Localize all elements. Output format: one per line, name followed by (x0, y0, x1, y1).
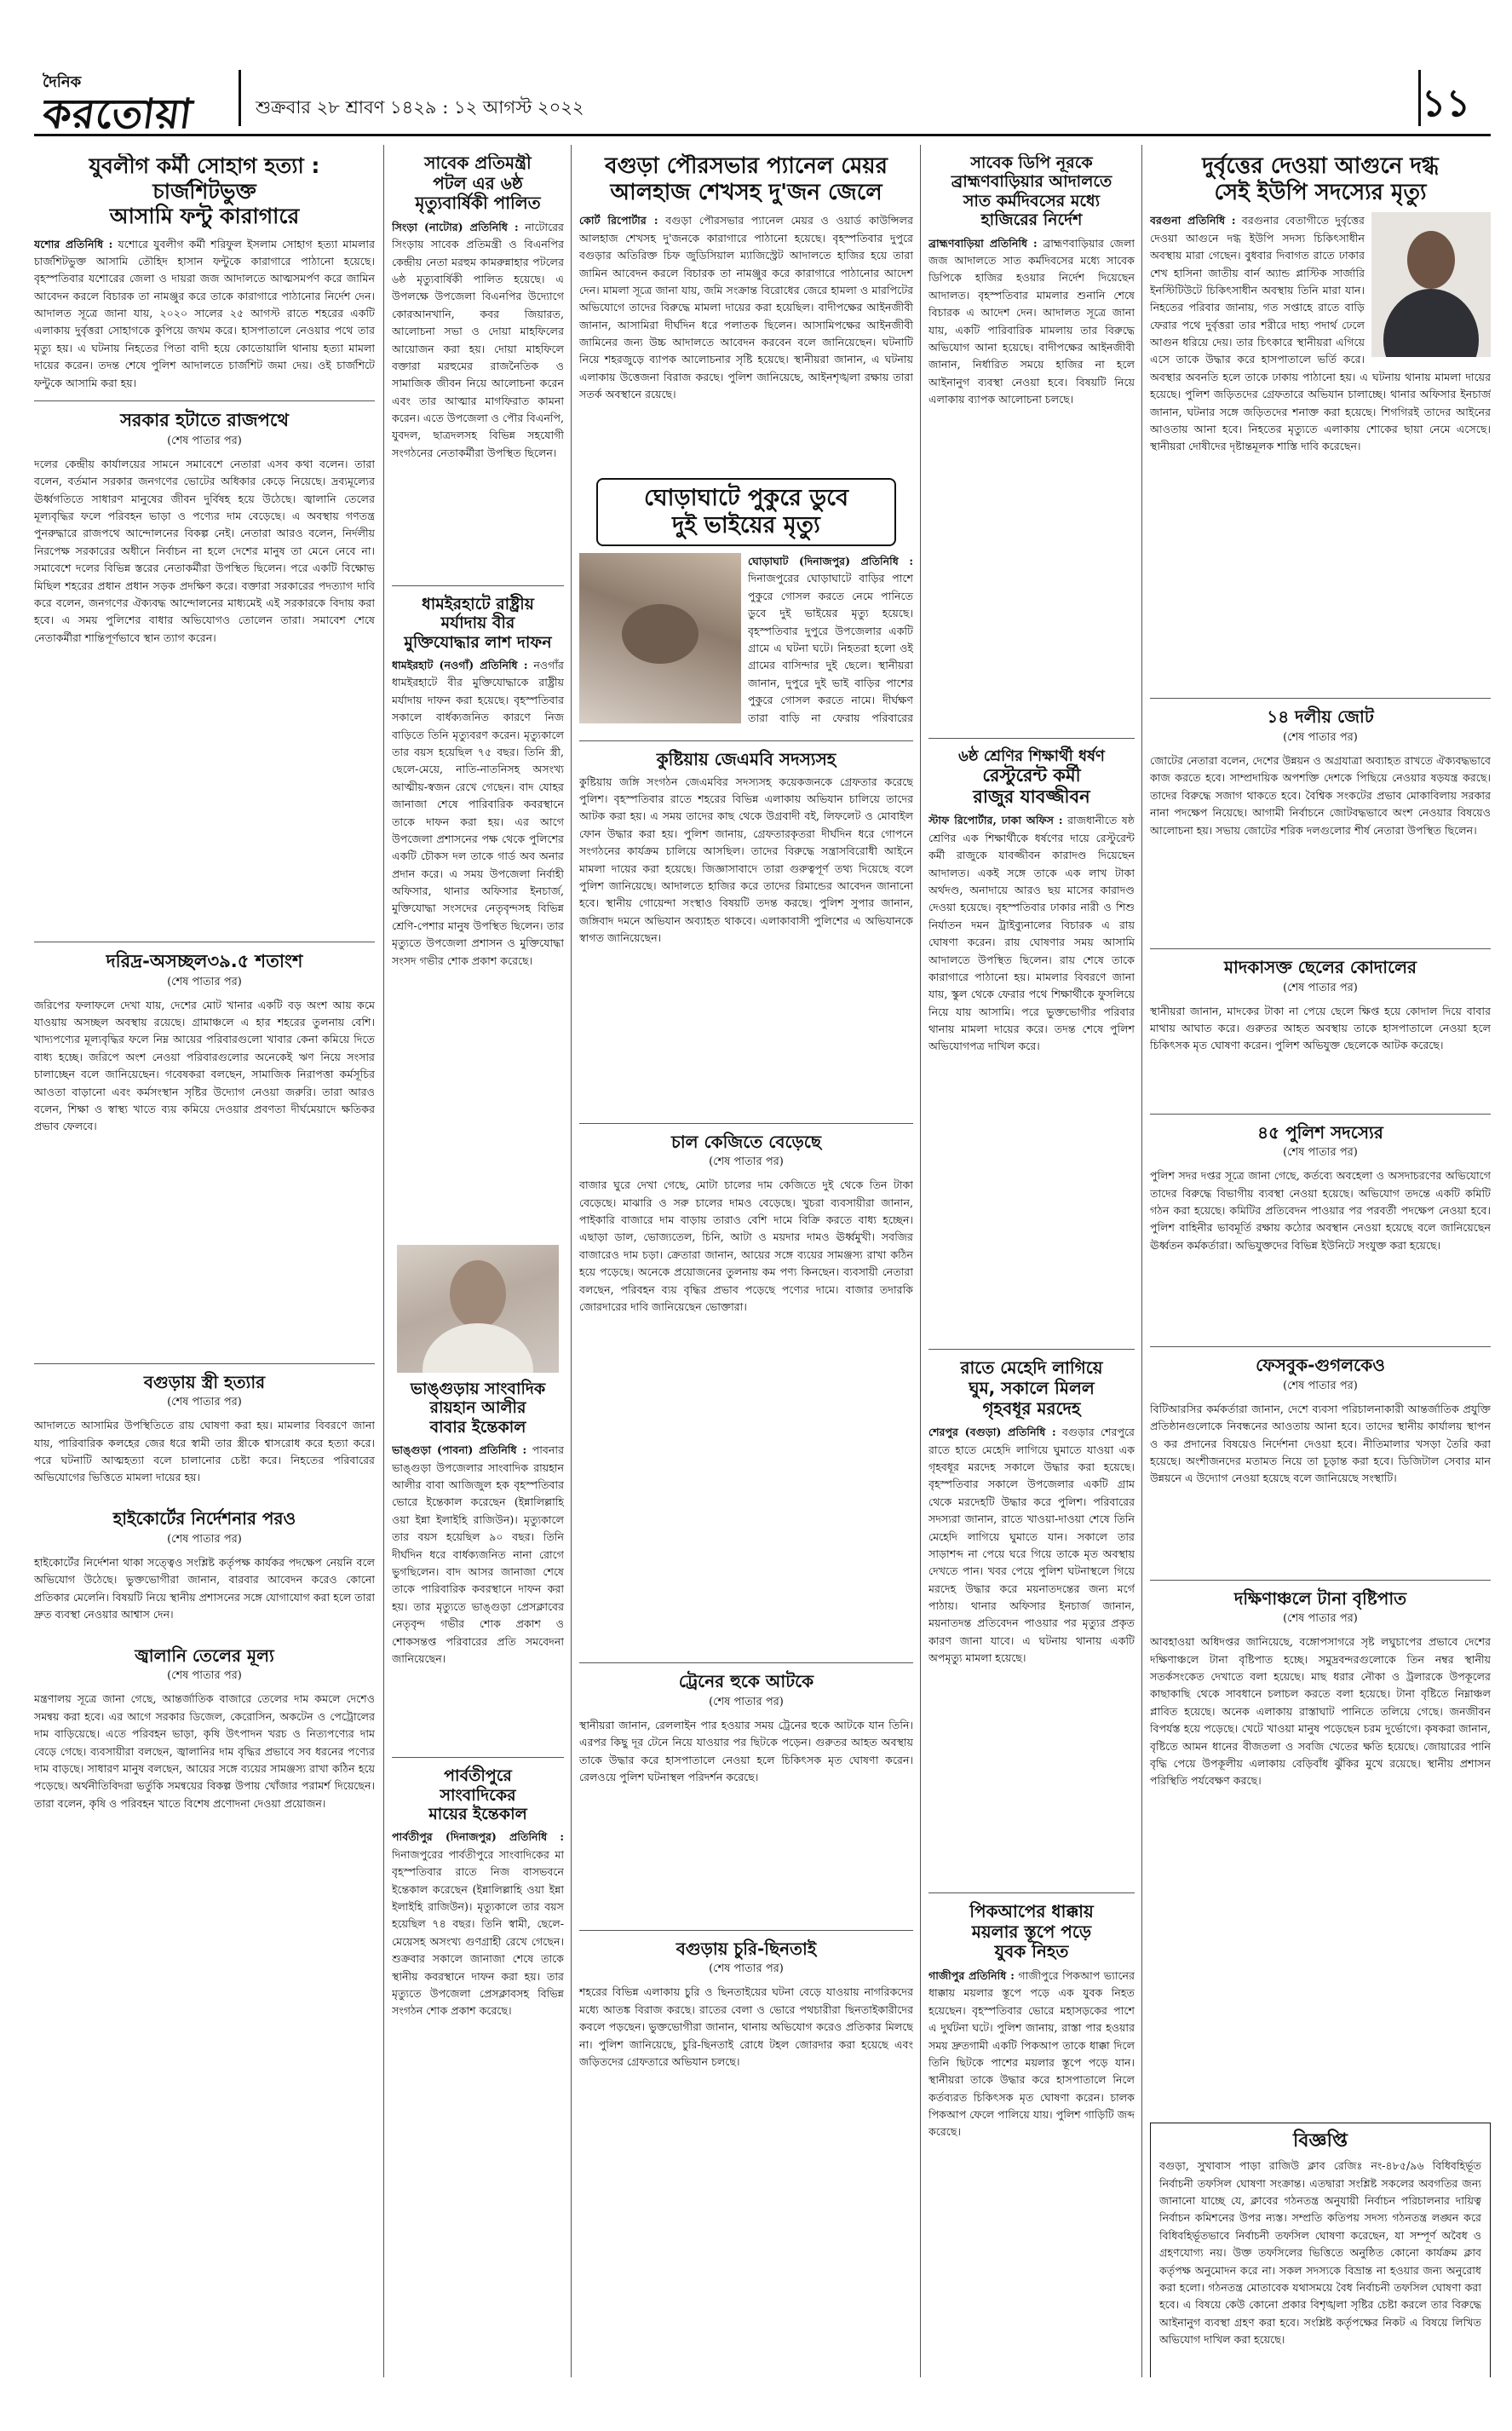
article-text: বিটিআরসির কর্মকর্তারা জানান, দেশে ব্যবসা পরিচালনাকারী আন্তর্জাতিক প্রযুক্তি প্রতিষ্ঠানগুলোকে নিবন্ধনের আওতায় আনা হবে। তাদের স্থানীয় কার্যালয় স্থাপন ও কর প্রদানের বিষয়েও নির্দেশনা দেওয়া হবে। নীতিমালার খসড়া তৈরি করা হয়েছে। অংশীজনদের মতামত নিয়ে তা চূড়ান্ত করা হবে। ডিজিটাল সেবার মান উন্নয়নে এ উদ্যোগ নেওয়া হয়েছে বলে জানিয়েছে সংস্থাটি। (1150, 1402, 1491, 1485)
article-text: ব্রাহ্মণবাড়িয়ার জেলা জজ আদালতে সাত কর্মদিবসের মধ্যে সাবেক ডিপিকে হাজির হওয়ার নির্দেশ দিয়েছেন আদালত। বৃহস্পতিবার মামলার শুনানি শেষে বিচারক এ আদেশ দেন। আদালত সূত্রে জানা যায়, একটি পারিবারিক মামলায় তার বিরুদ্ধে অভিযোগ আনা হয়েছে। বাদীপক্ষের আইনজীবী জানান, নির্ধারিত সময়ে হাজির না হলে আইনানুগ ব্যবস্থা নেওয়া হবে। বিষয়টি নিয়ে এলাকায় ব্যাপক আলোচনা চলছে। (928, 236, 1135, 406)
article-headline: ঘোড়াঘাটে পুকুরে ডুবে (643, 485, 849, 512)
continued-label: (শেষ পাতার পর) (709, 1155, 784, 1169)
article-headline: সাংবাদিকের (440, 1785, 516, 1805)
article-headline: বগুড়ায় স্ত্রী হত্যার (143, 1371, 266, 1392)
article-headline: রায়হান আলীর (429, 1398, 526, 1418)
article-headline: রেস্টুরেন্ট কর্মী (982, 764, 1081, 786)
continued-label: (শেষ পাতার পর) (167, 1532, 242, 1546)
article-text: আবহাওয়া অধিদপ্তর জানিয়েছে, বঙ্গোপসাগরে সৃষ্ট লঘুচাপের প্রভাবে দেশের দক্ষিণাঞ্চলে টানা বৃষ্টিপাত হচ্ছে। সমুদ্রবন্দরগুলোকে তিন নম্বর স্থানীয় সতর্কসংকেত দেখাতে বলা হয়েছে। মাছ ধরার নৌকা ও ট্রলারকে উপকূলের কাছাকাছি থেকে সাবধানে চলাচল করতে বলা হয়েছে। টানা বৃষ্টিতে নিম্নাঞ্চল প্লাবিত হয়েছে। অনেক এলাকায় রাস্তাঘাট পানিতে তলিয়ে গেছে। জনজীবন বিপর্যস্ত হয়ে পড়েছে। খেটে খাওয়া মানুষ পড়েছেন চরম দুর্ভোগে। কৃষকরা জানান, বৃষ্টিতে আমন ধানের বীজতলা ও সবজি খেতের ক্ষতি হয়েছে। জোয়ারের পানি বৃদ্ধি পেয়ে উপকূলীয় এলাকায় বেড়িবাঁধ ঝুঁকির মুখে রয়েছে। স্থানীয় প্রশাসন পরিস্থিতি পর্যবেক্ষণ করছে। (1150, 1635, 1491, 1788)
article-headline: মায়ের ইন্তেকাল (428, 1805, 527, 1824)
article-body (392, 219, 564, 577)
logo-name: করতোয়া (39, 90, 196, 138)
column-5 (1150, 153, 1491, 2377)
article-text: নাটোরের সিংড়ায় সাবেক প্রতিমন্ত্রী ও বিএনপির কেন্দ্রীয় নেতা মরহুম কামরুন্নাহার পটলের ৬ষ্ঠ মৃত্যুবার্ষিকী পালিত হয়েছে। এ উপলক্ষে উপজেলা বিএনপির উদ্যোগে কোরআনখানি, কবর জিয়ারত, আলোচনা সভা ও দোয়া মাহফিলের আয়োজন করা হয়। দোয়া মাহফিলে বক্তারা মরহুমের রাজনৈতিক ও সামাজিক জীবন নিয়ে আলোচনা করেন এবং তার আত্মার মাগফিরাত কামনা করেন। এতে উপজেলা ও পৌর বিএনপি, যুবদল, ছাত্রদলসহ বিভিন্ন সহযোগী সংগঠনের নেতাকর্মীরা উপস্থিত ছিলেন। (392, 220, 564, 459)
article-headline: আলহাজ শেখসহ দু'জন জেলে (610, 179, 882, 205)
article-body (928, 235, 1135, 729)
masthead (34, 61, 1491, 136)
article-headline: রাতে মেহেদি লাগিয়ে (960, 1357, 1103, 1379)
logo-small-text: দৈনিক (43, 73, 82, 91)
article-text: কুষ্টিয়ায় জঙ্গি সংগঠন জেএমবির সদস্যসহ কয়েকজনকে গ্রেফতার করেছে পুলিশ। বৃহস্পতিবার রাতে শহরের বিভিন্ন এলাকায় অভিযান চালিয়ে তাদের আটক করা হয়। এ সময় তাদের কাছ থেকে উগ্রবাদী বই, লিফলেট ও মোবাইল ফোন উদ্ধার করা হয়। পুলিশ জানায়, গ্রেফতারকৃতরা দীর্ঘদিন ধরে গোপনে সংগঠনের কার্যক্রম চালিয়ে আসছিল। তাদের বিরুদ্ধে সন্ত্রাসবিরোধী আইনে মামলা দায়ের করা হয়েছে। জিজ্ঞাসাবাদে তারা গুরুত্বপূর্ণ তথ্য দিয়েছে বলে পুলিশ জানিয়েছে। আদালতে হাজির করে তাদের রিমান্ডের আবেদন জানানো হবে। স্থানীয় গোয়েন্দা সংস্থাও বিষয়টি তদন্ত করছে। পুলিশ সুপার জানান, জঙ্গিবাদ দমনে অভিযান অব্যাহত থাকবে। এলাকাবাসী পুলিশের এ অভিযানকে স্বাগত জানিয়েছেন। (579, 775, 913, 945)
article-headline: ৪৫ পুলিশ সদস্যের (1257, 1121, 1383, 1143)
byline: সিংড়া (নাটোর) প্রতিনিধি : (392, 220, 519, 233)
byline: বরগুনা প্রতিনিধি : (1150, 214, 1236, 228)
news-photo (1371, 212, 1491, 357)
article-text: দিনাজপুরের পার্বতীপুরে সাংবাদিকের মা বৃহস্পতিবার রাতে নিজ বাসভবনে ইন্তেকাল করেছেন (ইন্নালিল্লাহি ওয়া ইন্না ইলাইহি রাজিউন)। মৃত্যুকালে তার বয়স হয়েছিল ৭৪ বছর। তিনি স্বামী, ছেলে-মেয়েসহ অসংখ্য গুণগ্রাহী রেখে গেছেন। শুক্রবার সকালে জানাজা শেষে তাকে স্থানীয় কবরস্থানে দাফন করা হয়। তার মৃত্যুতে উপজেলা প্রেসক্লাবসহ বিভিন্ন সংগঠন শোক প্রকাশ করেছে। (392, 1847, 564, 2018)
article-headline: সাত কর্মদিবসের মধ্যে (963, 191, 1101, 210)
headline-box (596, 478, 896, 546)
article-body (392, 1442, 564, 1748)
notice-text: বগুড়া, সুখাবাস পাড়া রাজিউ ক্লাব রেজিঃ নং-৪৮৫/৯৬ বিধিবহির্ভূত নির্বাচনী তফসিল ঘোষণা সংক্রান্ত। এতদ্বারা সংশ্লিষ্ট সকলের অবগতির জন্য জানানো যাচ্ছে যে, ক্লাবের গঠনতন্ত্র অনুযায়ী নির্বাচন পরিচালনার দায়িত্ব নির্বাচন কমিশনের উপর ন্যস্ত। সম্প্রতি কতিপয় সদস্য গঠনতন্ত্র লঙ্ঘন করে বিধিবহির্ভূতভাবে নির্বাচনী তফসিল ঘোষণা করেছেন, যা সম্পূর্ণ অবৈধ ও গ্রহণযোগ্য নয়। উক্ত তফসিলের ভিত্তিতে অনুষ্ঠিত কোনো কার্যক্রম ক্লাব কর্তৃপক্ষ অনুমোদন করে না। সকল সদস্যকে বিভ্রান্ত না হওয়ার জন্য অনুরোধ করা হলো। গঠনতন্ত্র মোতাবেক যথাসময়ে বৈধ নির্বাচনী তফসিল ঘোষণা করা হবে। এ বিষয়ে কেউ কোনো প্রকার বিশৃঙ্খলা সৃষ্টির চেষ্টা করলে তার বিরুদ্ধে আইনানুগ ব্যবস্থা গ্রহণ করা হবে। সংশ্লিষ্ট কর্তৃপক্ষের নিকট এ বিষয়ে লিখিত অভিযোগ দাখিল করা হয়েছে। (1159, 2159, 1481, 2347)
section-rule (392, 1757, 564, 1758)
article-headline: ১৪ দলীয় জোট (1267, 706, 1374, 728)
byline: গাজীপুর প্রতিনিধি : (928, 1968, 1015, 1982)
article-body (392, 1829, 564, 2084)
article-text: নওগাঁর ধামইরহাটে বীর মুক্তিযোদ্ধাকে রাষ্ট্রীয় মর্যাদায় দাফন করা হয়েছে। বৃহস্পতিবার সকালে বার্ধক্যজনিত কারণে নিজ বাড়িতে তিনি মৃত্যুবরণ করেন। মৃত্যুকালে তার বয়স হয়েছিল ৭৫ বছর। তিনি স্ত্রী, ছেলে-মেয়ে, নাতি-নাতনিসহ অসংখ্য আত্মীয়-স্বজন রেখে গেছেন। বাদ যোহর জানাজা শেষে পারিবারিক কবরস্থানে তাকে দাফন করা হয়। এর আগে উপজেলা প্রশাসনের পক্ষ থেকে পুলিশের একটি চৌকস দল তাকে গার্ড অব অনার প্রদান করে। এ সময় উপজেলা নির্বাহী অফিসার, থানার অফিসার ইনচার্জ, মুক্তিযোদ্ধা সংসদের নেতৃবৃন্দসহ বিভিন্ন শ্রেণি-পেশার মানুষ উপস্থিত ছিলেন। তার মৃত্যুতে উপজেলা প্রশাসন ও মুক্তিযোদ্ধা সংসদ গভীর শোক প্রকাশ করেছে। (392, 659, 564, 967)
article-headline: ফেসবুক-গুগলকেও (1256, 1355, 1385, 1376)
article-text: শহরের বিভিন্ন এলাকায় চুরি ও ছিনতাইয়ের ঘটনা বেড়ে যাওয়ায় নাগরিকদের মধ্যে আতঙ্ক বিরাজ করছে। রাতের বেলা ও ভোরে পথচারীরা ছিনতাইকারীদের কবলে পড়ছেন। ভুক্তভোগীরা জানান, থানায় অভিযোগ করেও প্রতিকার মিলছে না। পুলিশ জানিয়েছে, চুরি-ছিনতাই রোধে টহল জোরদার করা হয়েছে এবং জড়িতদের গ্রেফতারে অভিযান চলছে। (579, 1985, 913, 2068)
article-headline: রাজুর যাবজ্জীবন (973, 786, 1090, 807)
byline: শেরপুর (বগুড়া) প্রতিনিধি : (928, 1426, 1056, 1439)
article-headline: ময়লার স্তূপে পড়ে (971, 1921, 1092, 1942)
section-rule (34, 400, 375, 401)
article-headline: দুই ভাইয়ের মৃত্যু (672, 512, 820, 539)
article-headline: দক্ষিণাঞ্চলে টানা বৃষ্টিপাত (1233, 1587, 1407, 1609)
article-headline: পিকআপের ধাক্কায় (969, 1901, 1094, 1922)
section-rule (928, 1349, 1135, 1350)
article-headline: হাইকোর্টের নির্দেশনার পরও (112, 1508, 296, 1529)
column-rule (1141, 145, 1142, 2377)
notice-title: বিজ্ঞপ্তি (1293, 2130, 1348, 2152)
article-headline: জ্বালানি তেলের মূল্য (135, 1645, 274, 1666)
article-headline: দরিদ্র-অসচ্ছল৩৯.৫ শতাংশ (106, 950, 303, 971)
section-rule (579, 1662, 913, 1663)
article-headline: বগুড়া পৌরসভার প্যানেল মেয়র (605, 153, 888, 179)
column-rule (571, 145, 572, 2377)
news-photo (579, 553, 741, 723)
article-text: বাজার ঘুরে দেখা গেছে, মোটা চালের দাম কেজিতে দুই থেকে তিন টাকা বেড়েছে। মাঝারি ও সরু চালের দামও বেড়েছে। খুচরা ব্যবসায়ীরা জানান, পাইকারি বাজারে দাম বাড়ায় তারাও বেশি দামে বিক্রি করতে বাধ্য হচ্ছেন। এছাড়া ডাল, ভোজ্যতেল, চিনি, আটা ও ময়দার দামও ঊর্ধ্বমুখী। সবজির বাজারেও দাম চড়া। ক্রেতারা জানান, আয়ের সঙ্গে ব্যয়ের সামঞ্জস্য রাখা কঠিন হয়ে পড়েছে। অনেকে প্রয়োজনের তুলনায় কম পণ্য কিনছেন। ব্যবসায়ী নেতারা বলছেন, পরিবহন ব্যয় বৃদ্ধির প্রভাব পড়েছে পণ্যের দামে। বাজার তদারকি জোরদারের দাবি জানিয়েছেন ভোক্তারা। (579, 1178, 913, 1313)
article-text: বগুড়ার শেরপুরে রাতে হাতে মেহেদি লাগিয়ে ঘুমাতে যাওয়া এক গৃহবধূর মরদেহ সকালে উদ্ধার করা হয়েছে। বৃহস্পতিবার সকালে উপজেলার একটি গ্রাম থেকে মরদেহটি উদ্ধার করে পুলিশ। পরিবারের সদস্যরা জানান, রাতে খাওয়া-দাওয়া শেষে তিনি মেহেদি লাগিয়ে ঘুমাতে যান। সকালে তার সাড়াশব্দ না পেয়ে ঘরে গিয়ে তাকে মৃত অবস্থায় দেখতে পান। খবর পেয়ে পুলিশ ঘটনাস্থলে গিয়ে মরদেহ উদ্ধার করে ময়নাতদন্তের জন্য মর্গে পাঠায়। থানার অফিসার ইনচার্জ জানান, ময়নাতদন্ত প্রতিবেদন পাওয়ার পর মৃত্যুর প্রকৃত কারণ জানা যাবে। এ ঘটনায় থানায় একটি অপমৃত্যু মামলা হয়েছে। (928, 1426, 1135, 1665)
article-headline: ধামইরহাটে রাষ্ট্রীয় (422, 594, 534, 614)
column-1 (34, 153, 375, 2377)
continued-label: (শেষ পাতার পর) (167, 1669, 242, 1683)
portrait-face (450, 1260, 506, 1328)
article-headline: সাবেক ডিপি নূরকে (970, 153, 1093, 172)
article-headline: সাবেক প্রতিমন্ত্রী (424, 153, 532, 173)
article-text: দলের কেন্দ্রীয় কার্যালয়ের সামনে সমাবেশে নেতারা এসব কথা বলেন। তারা বলেন, বর্তমান সরকার জনগণের ভোটের অধিকার কেড়ে নিয়েছে। দ্রব্যমূল্যের ঊর্ধ্বগতিতে সাধারণ মানুষের জীবন দুর্বিষহ হয়ে উঠেছে। জ্বালানি তেলের মূল্যবৃদ্ধির ফলে পরিবহন ভাড়া ও পণ্যের দাম বেড়েছে। এ অবস্থায় গণতন্ত্র পুনরুদ্ধারে রাজপথে আন্দোলনের বিকল্প নেই। নেতারা আরও বলেন, নির্দলীয় নিরপেক্ষ সরকারের অধীনে নির্বাচন না হলে দেশের মানুষ তা মেনে নেবে না। সমাবেশে দলের বিভিন্ন স্তরের নেতাকর্মীরা উপস্থিত ছিলেন। পরে একটি বিক্ষোভ মিছিল শহরের প্রধান প্রধান সড়ক প্রদক্ষিণ করে। বক্তারা সরকারের পদত্যাগ দাবি করে বলেন, জনগণের ঐক্যবদ্ধ আন্দোলনের মাধ্যমেই এই সরকারকে বিদায় করা হবে। এ সময় পুলিশের বাধার অভিযোগও তোলেন তারা। সমাবেশ শেষে নেতাকর্মীরা শান্তিপূর্ণভাবে স্থান ত্যাগ করেন। (34, 457, 375, 644)
article-headline: কুষ্টিয়ায় জেএমবি সদস্যসহ (656, 749, 836, 770)
article-headline: বাবার ইন্তেকাল (429, 1417, 526, 1437)
newspaper-logo (39, 65, 226, 138)
byline: পার্বতীপুর (দিনাজপুর) প্রতিনিধি : (392, 1830, 564, 1844)
article-text: রাজধানীতে ষষ্ঠ শ্রেণির এক শিক্ষার্থীকে ধর্ষণের দায়ে রেস্টুরেন্ট কর্মী রাজুকে যাবজ্জীবন কারাদণ্ড দিয়েছেন আদালত। একই সঙ্গে তাকে এক লাখ টাকা অর্থদণ্ড, অনাদায়ে আরও ছয় মাসের কারাদণ্ড দেওয়া হয়েছে। বৃহস্পতিবার ঢাকার নারী ও শিশু নির্যাতন দমন ট্রাইব্যুনালের বিচারক এ রায় ঘোষণা করেন। রায় ঘোষণার সময় আসামি আদালতে উপস্থিত ছিলেন। রায় শেষে তাকে কারাগারে পাঠানো হয়। মামলার বিবরণে জানা যায়, স্কুল থেকে ফেরার পথে শিক্ষার্থীকে ফুসলিয়ে নিয়ে যায় আসামি। পরে ভুক্তভোগীর পরিবার থানায় মামলা দায়ের করে। তদন্ত শেষে পুলিশ অভিযোগপত্র দাখিল করে। (928, 814, 1135, 1053)
section-rule (928, 1892, 1135, 1893)
section-rule (34, 1363, 375, 1364)
section-rule (579, 1930, 913, 1931)
column-rule (920, 145, 921, 2377)
section-rule (1150, 1346, 1491, 1347)
continued-label: (শেষ পাতার পর) (1283, 1612, 1358, 1626)
section-rule (579, 740, 913, 741)
notice-box (1150, 2123, 1491, 2377)
continued-label: (শেষ পাতার পর) (1283, 730, 1358, 744)
section-rule (928, 738, 1135, 739)
article-headline: মর্যাদায় বীর (440, 614, 515, 633)
article-text: স্থানীয়রা জানান, রেললাইন পার হওয়ার সময় ট্রেনের হুকে আটকে যান তিনি। এরপর কিছু দূর টেনে নিয়ে যাওয়ার পর ছিটকে পড়েন। গুরুতর আহত অবস্থায় তাকে উদ্ধার করে হাসপাতালে নেওয়া হলে চিকিৎসক মৃত ঘোষণা করেন। রেলওয়ে পুলিশ ঘটনাস্থল পরিদর্শন করেছে। (579, 1718, 913, 1784)
continued-label: (শেষ পাতার পর) (709, 1962, 784, 1976)
article-headline: ঘুম, সকালে মিলল (969, 1377, 1095, 1398)
continued-label: (শেষ পাতার পর) (1283, 1146, 1358, 1160)
article-headline: ৬ষ্ঠ শ্রেণির শিক্ষার্থী ধর্ষণ (958, 746, 1105, 765)
article-text: পুলিশ সদর দপ্তর সূত্রে জানা গেছে, কর্তব্যে অবহেলা ও অসদাচরণের অভিযোগে তাদের বিরুদ্ধে বিভাগীয় ব্যবস্থা নেওয়া হয়েছে। অভিযোগ তদন্তে একটি কমিটি গঠন করা হয়েছে। কমিটির প্রতিবেদন পাওয়ার পর পরবর্তী পদক্ষেপ নেওয়া হবে। পুলিশ বাহিনীর ভাবমূর্তি রক্ষায় কঠোর অবস্থান নেওয়া হয়েছে বলে জানিয়েছেন ঊর্ধ্বতন কর্মকর্তারা। অভিযুক্তদের বিভিন্ন ইউনিটে সংযুক্ত করা হয়েছে। (1150, 1169, 1491, 1252)
article-body (34, 236, 375, 393)
article-headline: মুক্তিযোদ্ধার লাশ দাফন (404, 632, 552, 652)
article-headline: ব্রাহ্মণবাড়িয়ার আদালতে (951, 172, 1112, 192)
article-text: বগুড়া পৌরসভার প্যানেল মেয়র ও ওয়ার্ড কাউন্সিলর আলহাজ শেখসহ দু'জনকে কারাগারে পাঠানো হয়েছে। বৃহস্পতিবার দুপুরে বগুড়ার অতিরিক্ত চিফ জুডিসিয়াল ম্যাজিস্ট্রেট আদালতে হাজির হয়ে তারা জামিন আবেদন করলে বিচারক তা নামঞ্জুর করে কারাগারে পাঠানোর আদেশ দেন। মামলা সূত্রে জানা যায়, জমি সংক্রান্ত বিরোধের জেরে হামলা ও মারপিটের অভিযোগে তাদের বিরুদ্ধে মামলা দায়ের করা হয়েছিল। বাদীপক্ষের আইনজীবী জানান, আসামিরা দীর্ঘদিন ধরে পলাতক ছিলেন। আসামিপক্ষের আইনজীবী জামিনের জন্য উচ্চ আদালতে আবেদন করবেন বলে জানিয়েছেন। ঘটনাটি নিয়ে শহরজুড়ে ব্যাপক আলোচনার সৃষ্টি হয়েছে। স্থানীয়রা জানান, এ ঘটনায় এলাকায় উত্তেজনা বিরাজ করছে। পুলিশ জানিয়েছে, আইনশৃঙ্খলা রক্ষায় তারা সতর্ক অবস্থানে রয়েছে। (579, 214, 913, 401)
dateline: শুক্রবার ২৮ শ্রাবণ ১৪২৯ : ১২ আগস্ট ২০২২ (256, 97, 584, 118)
article-headline: যুবলীগ কর্মী সোহাগ হত্যা : চার্জশিটভুক্ত (89, 153, 320, 204)
drowning-story (579, 553, 913, 732)
article-headline: সরকার হটাতে রাজপথে (120, 410, 289, 431)
article-text: পাবনার ভাঙ্গুড়া উপজেলার সাংবাদিক রায়হান আলীর বাবা আজিজুল হক বৃহস্পতিবার ভোরে ইন্তেকাল করেছেন (ইন্নালিল্লাহি ওয়া ইন্না ইলাইহি রাজিউন)। মৃত্যুকালে তার বয়স হয়েছিল ৯০ বছর। তিনি দীর্ঘদিন ধরে বার্ধক্যজনিত নানা রোগে ভুগছিলেন। বাদ আসর জানাজা শেষে তাকে পারিবারিক কবরস্থানে দাফন করা হয়। তার মৃত্যুতে ভাঙ্গুড়া প্রেসক্লাবের নেতৃবৃন্দ গভীর শোক প্রকাশ ও শোকসন্তপ্ত পরিবারের প্রতি সমবেদনা জানিয়েছেন। (392, 1443, 564, 1665)
continued-label: (শেষ পাতার পর) (167, 434, 242, 447)
column-3 (579, 153, 913, 2377)
column-4 (928, 153, 1135, 2377)
masthead-divider (1418, 70, 1421, 126)
article-body (928, 1424, 1135, 1884)
article-headline: ভাঙ্গুড়ায় সাংবাদিক (410, 1380, 546, 1398)
article-text: বরগুনার বেতাগীতে দুর্বৃত্তের দেওয়া আগুনে দগ্ধ ইউপি সদস্য চিকিৎসাধীন অবস্থায় মারা গেছেন। বুধবার দিবাগত রাতে ঢাকার শেখ হাসিনা জাতীয় বার্ন অ্যান্ড প্লাস্টিক সার্জারি ইনস্টিটিউটে চিকিৎসাধীন অবস্থায় তিনি মারা যান। নিহতের পরিবার জানায়, গত সপ্তাহে রাতে বাড়ি ফেরার পথে দুর্বৃত্তরা তার শরীরে দাহ্য পদার্থ ঢেলে আগুন ধরিয়ে দেয়। তার চিৎকারে স্থানীয়রা এগিয়ে এসে তাকে উদ্ধার করে হাসপাতালে ভর্তি করে। অবস্থার অবনতি হলে তাকে ঢাকায় পাঠানো হয়। এ ঘটনায় থানায় মামলা দায়ের হয়েছে। পুলিশ জড়িতদের গ্রেফতারে অভিযান চালাচ্ছে। থানার অফিসার ইনচার্জ জানান, ঘটনার সঙ্গে জড়িতদের শনাক্ত করা হয়েছে। শিগগিরই তাদের আইনের আওতায় আনা হবে। নিহতের মৃত্যুতে এলাকায় শোকের ছায়া নেমে এসেছে। স্থানীয়রা দোষীদের দৃষ্টান্তমূলক শাস্তি দাবি করেছেন। (1150, 214, 1491, 453)
column-rule (383, 145, 384, 2377)
article-body (928, 812, 1135, 1340)
section-rule (392, 585, 564, 586)
portrait-body (423, 1323, 533, 1373)
continued-label: (শেষ পাতার পর) (167, 1396, 242, 1409)
article-text: গাজীপুরে পিকআপ ভ্যানের ধাক্কায় ময়লার স্তূপে পড়ে এক যুবক নিহত হয়েছেন। বৃহস্পতিবার ভোরে মহাসড়কের পাশে এ দুর্ঘটনা ঘটে। পুলিশ জানায়, রাস্তা পার হওয়ার সময় দ্রুতগামী একটি পিকআপ তাকে ধাক্কা দিলে তিনি ছিটকে পাশের ময়লার স্তূপে পড়ে যান। স্থানীয়রা তাকে উদ্ধার করে হাসপাতালে নিলে কর্তব্যরত চিকিৎসক মৃত ঘোষণা করেন। চালক পিকআপ ফেলে পালিয়ে যায়। পুলিশ গাড়িটি জব্দ করেছে। (928, 1968, 1135, 2139)
article-headline: যুবক নিহত (994, 1941, 1069, 1962)
article-headline: পার্বতীপুরে (444, 1766, 512, 1786)
article-text: যশোরে যুবলীগ কর্মী শরিফুল ইসলাম সোহাগ হত্যা মামলার চার্জশিটভুক্ত আসামি তৌহিদ হাসান ফন্টুকে কারাগারে পাঠানো হয়েছে। বৃহস্পতিবার যশোরের জেলা ও দায়রা জজ আদালতে আত্মসমর্পণ করে জামিন আবেদন করলে বিচারক তা নামঞ্জুর করে তাকে কারাগারে পাঠানোর নির্দেশ দেন। আদালত সূত্রে জানা যায়, ২০২০ সালের ২৫ আগস্ট রাতে শহরের একটি এলাকায় দুর্বৃত্তরা সোহাগকে কুপিয়ে জখম করে। হাসপাতালে নেওয়ার পথে তার মৃত্যু হয়। এ ঘটনায় নিহতের পিতা বাদী হয়ে কোতোয়ালি থানায় হত্যা মামলা দায়ের করেন। তদন্ত শেষে পুলিশ আদালতে চার্জশিট জমা দেয়। ওই চার্জশিটে ফন্টুকে আসামি করা হয়। (34, 237, 375, 389)
article-text: জোটের নেতারা বলেন, দেশের উন্নয়ন ও অগ্রযাত্রা অব্যাহত রাখতে ঐক্যবদ্ধভাবে কাজ করতে হবে। সাম্প্রদায়িক অপশক্তি দেশকে পিছিয়ে নেওয়ার ষড়যন্ত্র করছে। তাদের বিরুদ্ধে সজাগ থাকতে হবে। বৈশ্বিক সংকটের প্রভাব মোকাবিলায় সরকার নানা পদক্ষেপ নিয়েছে। আগামী নির্বাচনে জোটবদ্ধভাবে অংশ নেওয়ার বিষয়েও আলোচনা হয়। সভায় জোটের শরিক দলগুলোর শীর্ষ নেতারা উপস্থিত ছিলেন। (1150, 753, 1491, 837)
article-text: জরিপের ফলাফলে দেখা যায়, দেশের মোট খানার একটি বড় অংশ আয় কমে যাওয়ায় অসচ্ছল অবস্থায় রয়েছে। গ্রামাঞ্চলে এ হার শহরের তুলনায় বেশি। খাদ্যপণ্যের মূল্যবৃদ্ধির ফলে নিম্ন আয়ের পরিবারগুলো খাবার কেনা কমিয়ে দিতে বাধ্য হচ্ছে। জরিপে অংশ নেওয়া পরিবারগুলোর অনেকেই ঋণ নিয়ে সংসার চালাচ্ছেন বলে জানিয়েছেন। গবেষকরা বলছেন, সামাজিক নিরাপত্তা কর্মসূচির আওতা বাড়ানো এবং কর্মসংস্থান সৃষ্টির উদ্যোগ নেওয়া জরুরি। তারা আরও বলেন, শিক্ষা ও স্বাস্থ্য খাতে ব্যয় কমিয়ে দেওয়ার প্রবণতা দীর্ঘমেয়াদে ক্ষতিকর প্রভাব ফেলবে। (34, 998, 375, 1133)
continued-label: (শেষ পাতার পর) (709, 1695, 784, 1708)
byline: ব্রাহ্মণবাড়িয়া প্রতিনিধি : (928, 236, 1038, 250)
article-headline: আসামি ফন্টু কারাগারে (109, 204, 300, 228)
article-text: হাইকোর্টের নির্দেশনা থাকা সত্ত্বেও সংশ্লিষ্ট কর্তৃপক্ষ কার্যকর পদক্ষেপ নেয়নি বলে অভিযোগ উঠেছে। ভুক্তভোগীরা জানান, বারবার আবেদন করেও কোনো প্রতিকার মেলেনি। বিষয়টি নিয়ে স্থানীয় প্রশাসনের সঙ্গে যোগাযোগ করা হলে তারা দ্রুত ব্যবস্থা নেওয়ার আশ্বাস দেন। (34, 1555, 375, 1621)
article-text: স্থানীয়রা জানান, মাদকের টাকা না পেয়ে ছেলে ক্ষিপ্ত হয়ে কোদাল দিয়ে বাবার মাথায় আঘাত করে। গুরুতর আহত অবস্থায় তাকে হাসপাতালে নেওয়া হলে চিকিৎসক মৃত ঘোষণা করেন। পুলিশ অভিযুক্ত ছেলেকে আটক করেছে। (1150, 1004, 1491, 1052)
section-rule (579, 1123, 913, 1124)
article-text: আদালতে আসামির উপস্থিতিতে রায় ঘোষণা করা হয়। মামলার বিবরণে জানা যায়, পারিবারিক কলহের জের ধরে স্বামী তার স্ত্রীকে শ্বাসরোধ করে হত্যা করে। পরে ঘটনাটি আত্মহত্যা বলে চালানোর চেষ্টা করে। নিহতের পরিবারের অভিযোগের ভিত্তিতে মামলা দায়ের হয়। (34, 1419, 375, 1484)
byline: যশোর প্রতিনিধি : (34, 237, 113, 251)
article-text: মন্ত্রণালয় সূত্রে জানা গেছে, আন্তর্জাতিক বাজারে তেলের দাম কমলে দেশেও সমন্বয় করা হবে। এর আগে সরকার ডিজেল, কেরোসিন, অকটেন ও পেট্রোলের দাম বাড়িয়েছে। এতে পরিবহন ভাড়া, কৃষি উৎপাদন খরচ ও নিত্যপণ্যের দাম বেড়ে গেছে। ব্যবসায়ীরা বলছেন, জ্বালানির দাম বৃদ্ধির প্রভাবে সব ধরনের পণ্যের দাম বাড়ছে। সাধারণ মানুষ বলছেন, আয়ের সঙ্গে ব্যয়ের সামঞ্জস্য রাখা কঠিন হয়ে পড়েছে। অর্থনীতিবিদরা ভর্তুকি সমন্বয়ের বিকল্প উপায় খোঁজার পরামর্শ দিয়েছেন। তারা বলেন, কৃষি ও পরিবহন খাতে বিশেষ প্রণোদনা দেওয়া প্রয়োজন। (34, 1692, 375, 1810)
article-headline: চাল কেজিতে বেড়েছে (671, 1131, 821, 1152)
section-rule (1150, 698, 1491, 699)
continued-label: (শেষ পাতার পর) (1283, 981, 1358, 994)
article-headline: ট্রেনের হুকে আটকে (678, 1671, 814, 1692)
portrait-face (1407, 231, 1455, 289)
section-rule (1150, 948, 1491, 949)
photo-subject (622, 604, 699, 664)
article-headline: দুর্বৃত্তের দেওয়া আগুনে দগ্ধ (1202, 153, 1439, 179)
article-body (392, 657, 564, 1236)
article-headline: সেই ইউপি সদস্যের মৃত্যু (1214, 179, 1427, 205)
article-headline: হাজিরের নির্দেশ (980, 210, 1083, 230)
portrait-body (1383, 289, 1479, 357)
article-headline: পটল এর ৬ষ্ঠ (433, 172, 523, 193)
page-number: ১১ (1421, 82, 1470, 125)
byline: কোর্ট রিপোর্টার : (579, 214, 658, 228)
article-body (928, 1967, 1135, 2325)
byline: স্টাফ রিপোর্টার, ঢাকা অফিস : (928, 814, 1063, 827)
continued-label: (শেষ পাতার পর) (167, 975, 242, 988)
article-headline: মাদকাসক্ত ছেলের কোদালের (1223, 956, 1417, 977)
section-rule (1150, 1114, 1491, 1115)
article-headline: মৃত্যুবার্ষিকী পালিত (415, 193, 541, 214)
byline: ধামইরহাট (নওগাঁ) প্রতিনিধি : (392, 659, 528, 671)
byline: ভাঙ্গুড়া (পাবনা) প্রতিনিধি : (392, 1443, 527, 1457)
column-2 (392, 153, 564, 2377)
lead-story (1150, 212, 1491, 689)
article-body (579, 212, 913, 468)
article-headline: বগুড়ায় চুরি-ছিনতাই (676, 1938, 817, 1959)
continued-label: (শেষ পাতার পর) (1283, 1379, 1358, 1392)
article-headline: গৃহবধূর মরদেহ (982, 1397, 1081, 1419)
article-text: দিনাজপুরের ঘোড়াঘাটে বাড়ির পাশে পুকুরে গোসল করতে নেমে পানিতে ডুবে দুই ভাইয়ের মৃত্যু হয়েছে। বৃহস্পতিবার দুপুরে উপজেলার একটি গ্রামে এ ঘটনা ঘটে। নিহতরা হলো ওই গ্রামের বাসিন্দার দুই ছেলে। স্থানীয়রা জানান, দুপুরে দুই ভাই বাড়ির পাশের পুকুরে গোসল করতে নামে। দীর্ঘক্ষণ তারা বাড়ি না ফেরায় পরিবারের (748, 572, 913, 724)
byline: ঘোড়াঘাট (দিনাজপুর) প্রতিনিধি : (748, 555, 913, 568)
obituary-photo (397, 1245, 559, 1373)
article-body (748, 553, 913, 728)
section-rule (1150, 1580, 1491, 1581)
masthead-divider (239, 70, 241, 126)
